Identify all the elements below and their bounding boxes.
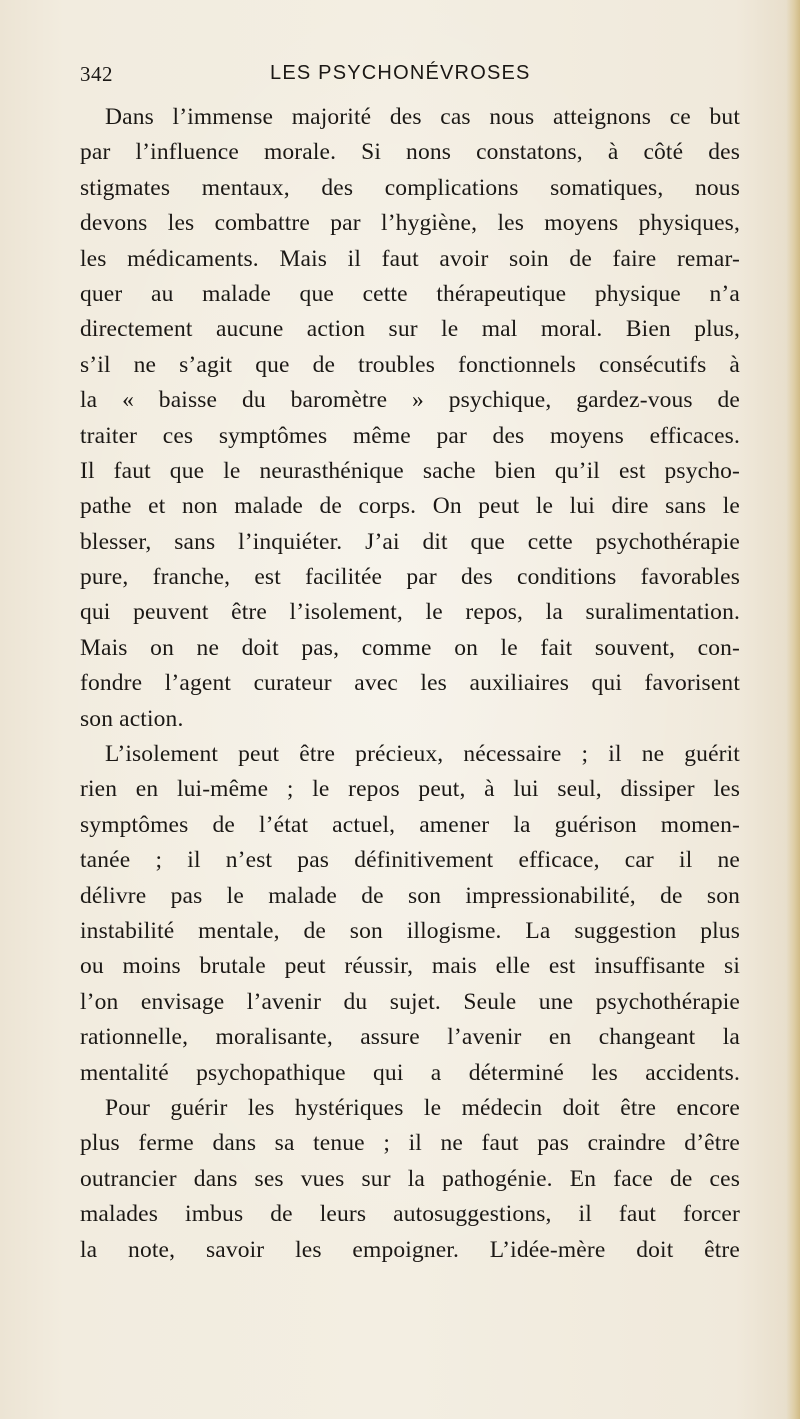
text-line: les médicaments. Mais il faut avoir soin de faire remar- — [80, 245, 740, 272]
text-line: tanée ; il n’est pas définitivement efficace, car il ne — [80, 847, 740, 874]
text-line: délivre pas le malade de son impressionabilité, de son — [80, 882, 740, 909]
page-edge-shading — [786, 0, 800, 1419]
text-line: Il faut que le neurasthénique sache bien qu’il est psycho- — [80, 457, 740, 484]
text-line: mentalité psychopathique qui a déterminé les accidents. — [80, 1059, 740, 1086]
text-line: stigmates mentaux, des complications somatiques, nous — [80, 174, 740, 201]
text-line: symptômes de l’état actuel, amener la guérison momen- — [80, 811, 740, 838]
text-line: blesser, sans l’inquiéter. J’ai dit que cette psychothérapie — [80, 528, 740, 555]
text-line: son action. — [80, 705, 184, 732]
text-line: qui peuvent être l’isolement, le repos, la suralimentation. — [80, 599, 740, 626]
text-line: outrancier dans ses vues sur la pathogénie. En face de ces — [80, 1165, 740, 1192]
text-line: Pour guérir les hystériques le médecin doit être encore — [105, 1094, 740, 1121]
text-line: la note, savoir les empoigner. L’idée-mère doit être — [80, 1236, 740, 1263]
text-line: pure, franche, est facilitée par des conditions favorables — [80, 564, 740, 591]
text-line: instabilité mentale, de son illogisme. La suggestion plus — [80, 917, 740, 944]
text-line: malades imbus de leurs autosuggestions, il faut forcer — [80, 1201, 740, 1228]
text-line: fondre l’agent curateur avec les auxiliaires qui favorisent — [80, 670, 740, 697]
text-line: pathe et non malade de corps. On peut le lui dire sans le — [80, 493, 740, 520]
text-line: directement aucune action sur le mal moral. Bien plus, — [80, 316, 740, 343]
text-line: quer au malade que cette thérapeutique physique n’a — [80, 280, 740, 307]
running-header — [80, 62, 740, 90]
text-line: devons les combattre par l’hygiène, les moyens physiques, — [80, 210, 740, 237]
text-line: rien en lui-même ; le repos peut, à lui seul, dissiper les — [80, 776, 740, 803]
text-line: Dans l’immense majorité des cas nous atteignons ce but — [105, 104, 740, 130]
page-number: 342 — [80, 62, 113, 86]
text-line: Mais on ne doit pas, comme on le fait souvent, con- — [80, 634, 740, 661]
text-line: rationnelle, moralisante, assure l’avenir en changeant la — [80, 1024, 740, 1051]
text-line: traiter ces symptômes même par des moyens efficaces. — [80, 422, 740, 449]
text-line: l’on envisage l’avenir du sujet. Seule une psychothérapie — [80, 988, 740, 1015]
text-line: s’il ne s’agit que de troubles fonctionnels consécutifs à — [80, 351, 740, 378]
text-line: plus ferme dans sa tenue ; il ne faut pas craindre d’être — [80, 1130, 740, 1157]
body-text — [80, 100, 740, 1268]
text-line: L’isolement peut être précieux, nécessaire ; il ne guérit — [105, 741, 740, 768]
text-line: par l’influence morale. Si nons constatons, à côté des — [80, 139, 740, 166]
text-line: ou moins brutale peut réussir, mais elle est insuffisante si — [80, 953, 740, 980]
text-line: la « baisse du baromètre » psychique, gardez-vous de — [80, 387, 740, 414]
running-title: LES PSYCHONÉVROSES — [270, 62, 531, 84]
